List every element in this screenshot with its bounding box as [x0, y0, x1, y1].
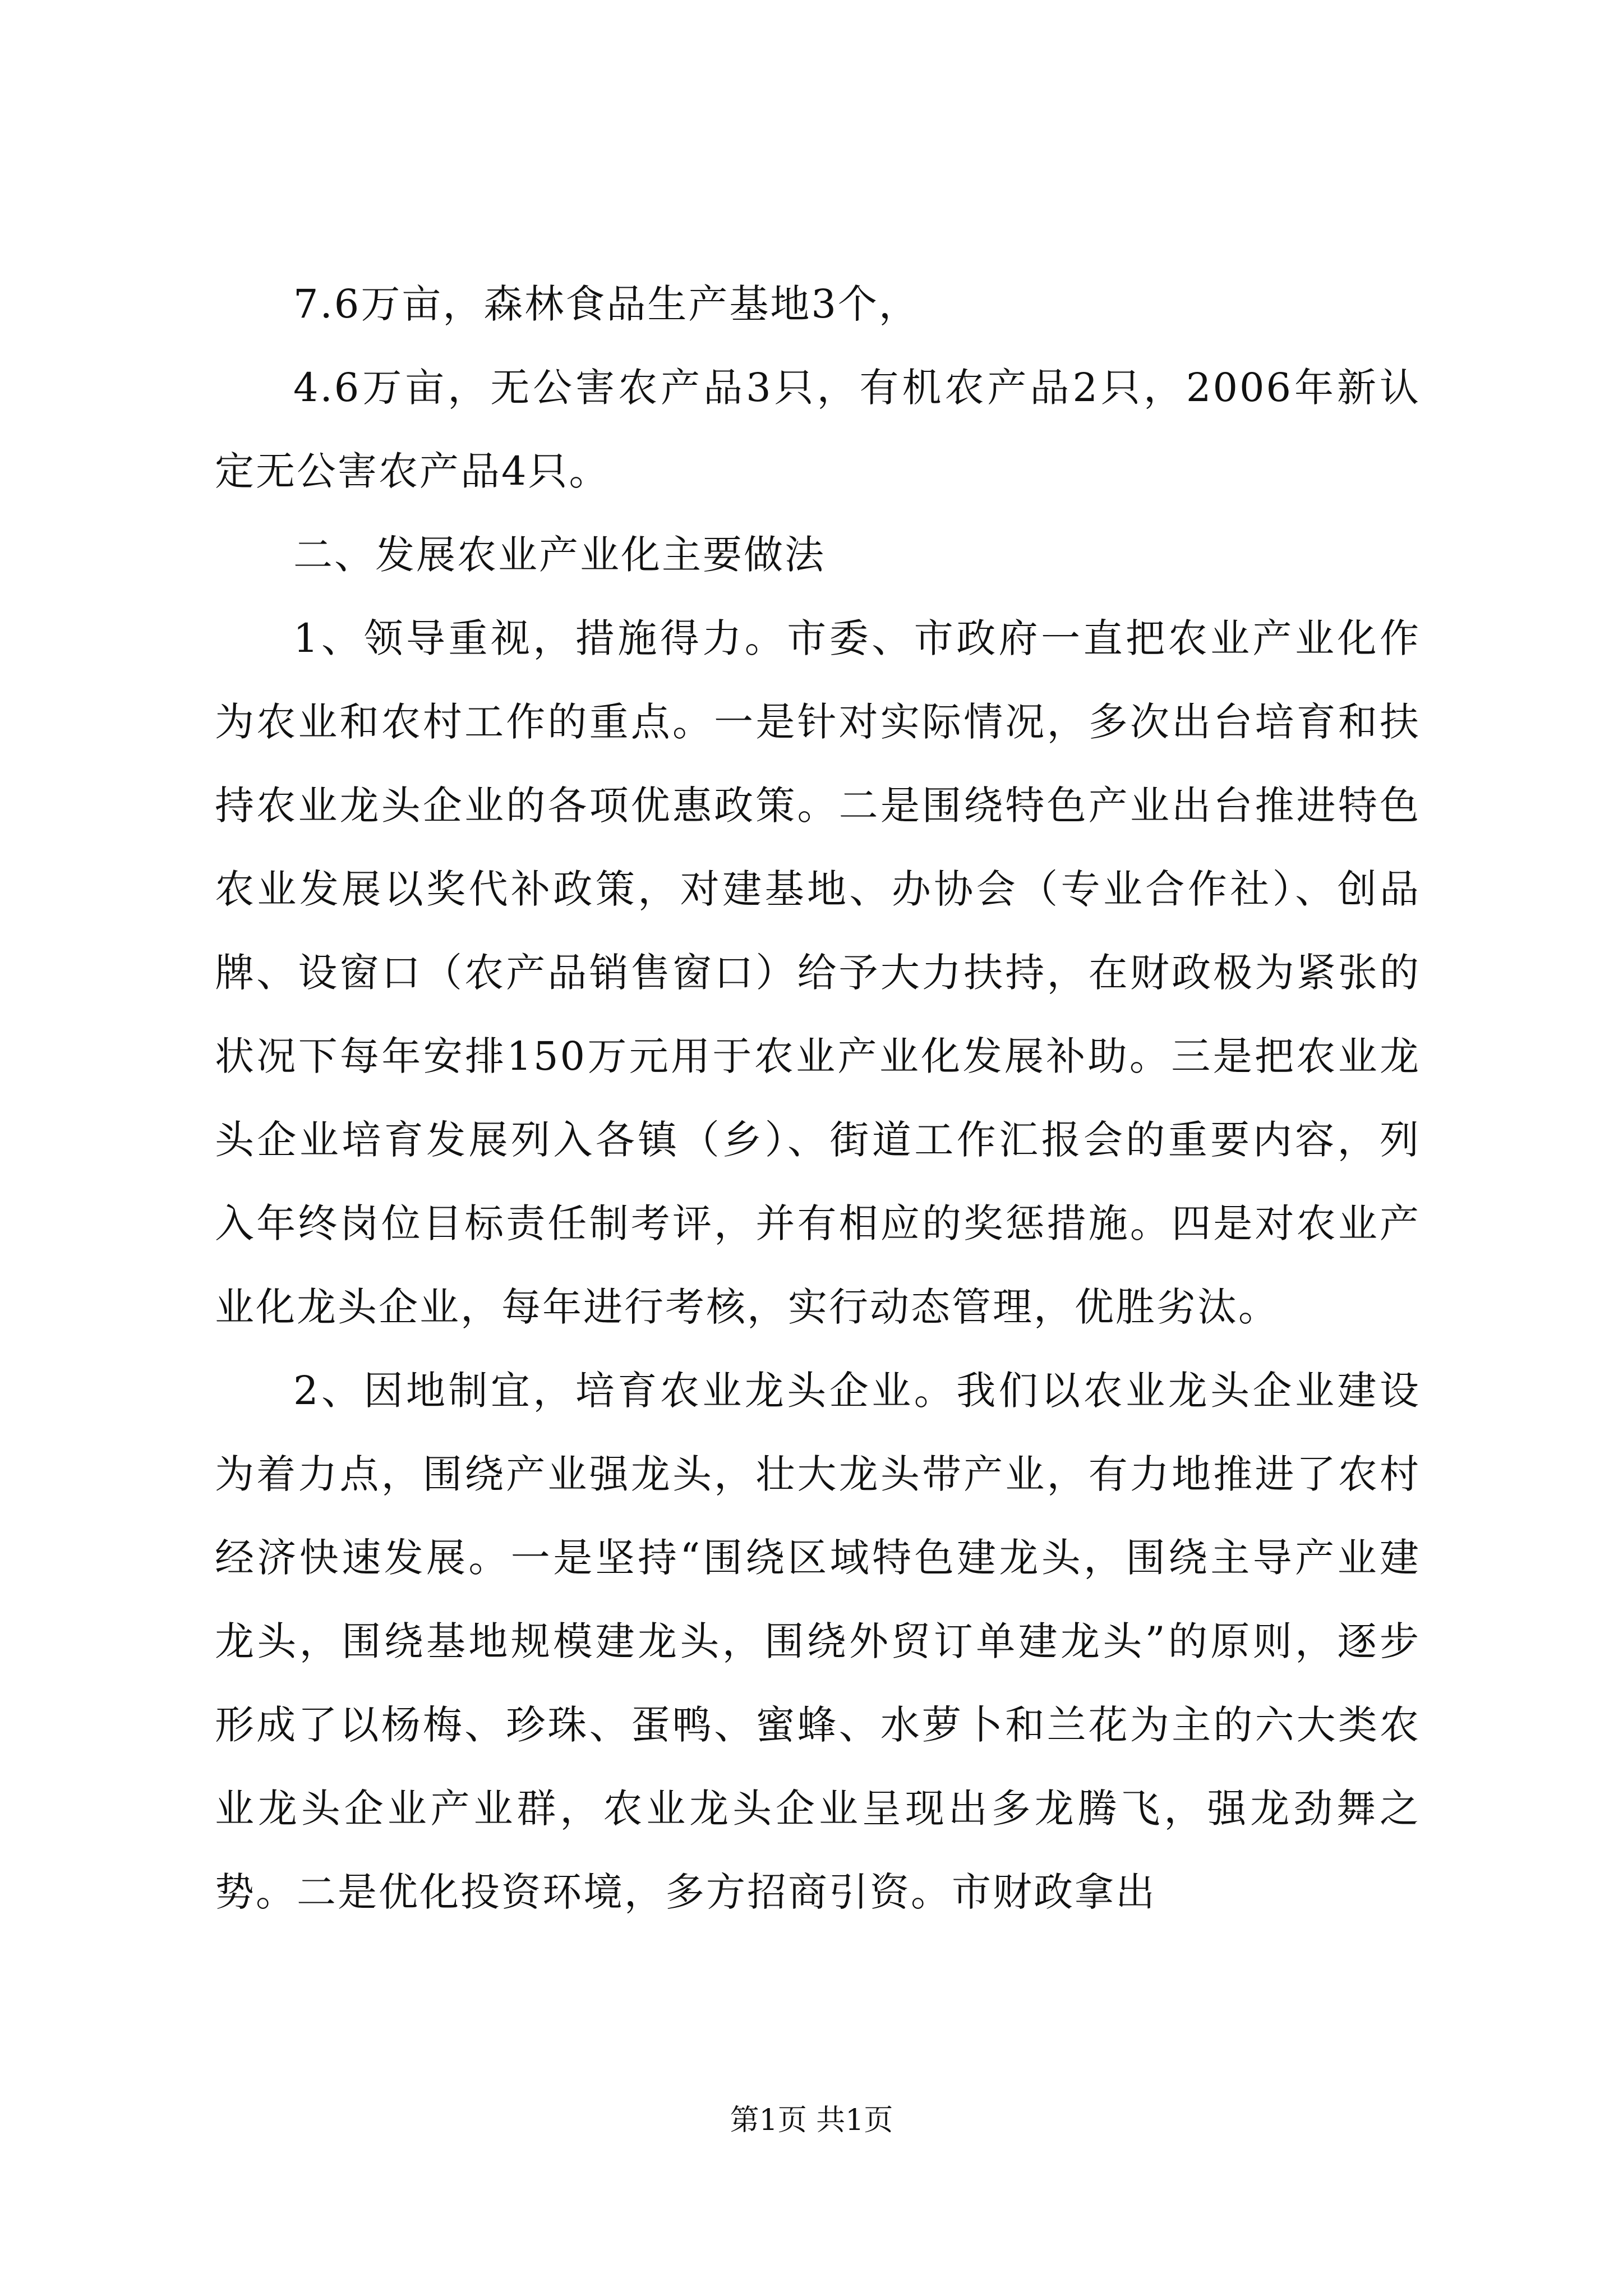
page-footer: 第1页 共1页 [730, 2104, 893, 2137]
paragraph-4: 2、因地制宜，培育农业龙头企业。我们以农业龙头企业建设为着力点，围绕产业强龙头，壮大龙头带产业，有力地推进了农村经济快速发展。一是坚持“围绕区域特色建龙头，围绕主导产业建龙头，围绕基地规模建龙头，围绕外贸订单建龙头”的原则，逐步形成了以杨梅、珍珠、蛋鸭、蜜蜂、水萝卜和兰花为主的六大类农业龙头企业产业群，农业龙头企业呈现出多龙腾飞，强龙劲舞之势。二是优化投资环境，多方招商引资。市财政拿出 [215, 1368, 1421, 1915]
paragraph-2: 4.6万亩，无公害农产品3只，有机农产品2只，2006年新认定无公害农产品4只。 [215, 365, 1421, 494]
section-heading: 二、发展农业产业化主要做法 [293, 532, 826, 578]
paragraph-1: 7.6万亩，森林食品生产基地3个， [293, 281, 920, 327]
paragraph-3: 1、领导重视，措施得力。市委、市政府一直把农业产业化作为农业和农村工作的重点。一是针对实际情况，多次出台培育和扶持农业龙头企业的各项优惠政策。二是围绕特色产业出台推进特色农业发展以奖代补政策，对建基地、办协会（专业合作社）、创品牌、设窗口（农产品销售窗口）给予大力扶持，在财政极为紧张的状况下每年安排150万元用于农业产业化发展补助。三是把农业龙头企业培育发展列入各镇（乡）、街道工作汇报会的重要内容，列入年终岗位目标责任制考评，并有相应的奖惩措施。四是对农业产业化龙头企业，每年进行考核，实行动态管理，优胜劣汰。 [215, 615, 1421, 1330]
document-body [215, 263, 1421, 1934]
